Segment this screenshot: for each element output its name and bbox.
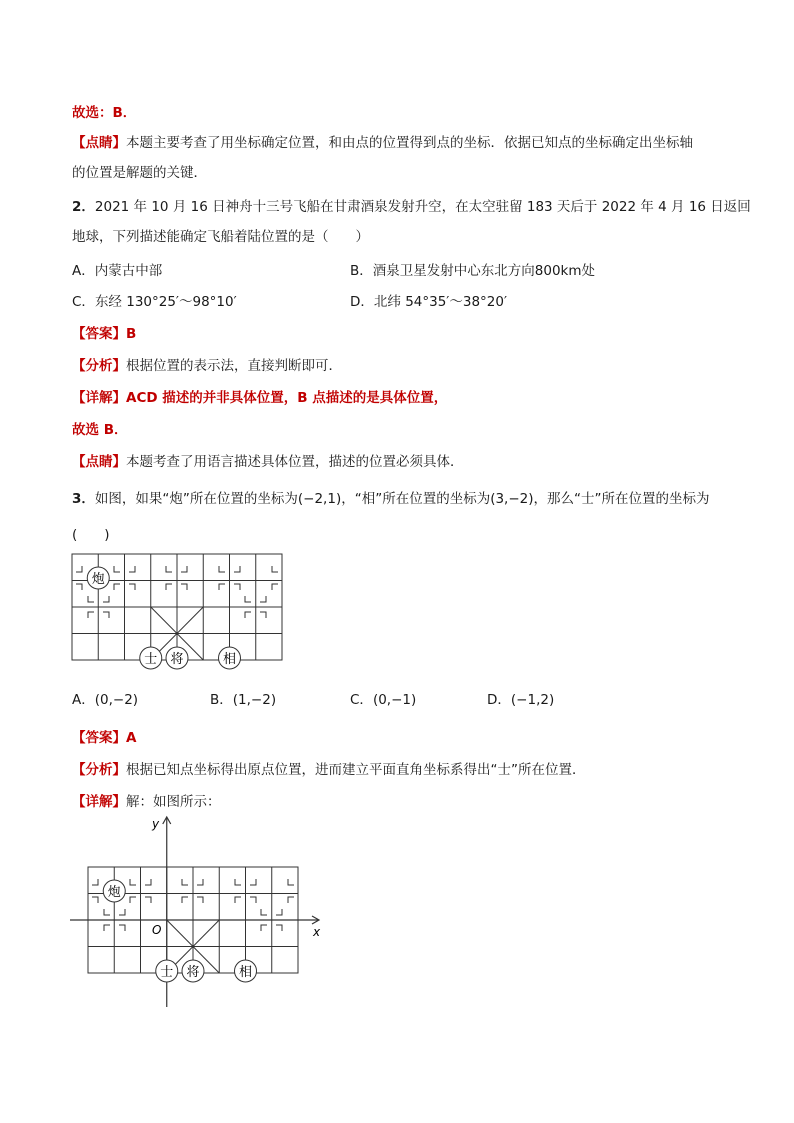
- question-number: 3．: [72, 491, 95, 507]
- piece-shi: [140, 647, 162, 669]
- q2-option-c: C．东经 130°25′～98°10′: [72, 294, 237, 310]
- origin-label: O: [152, 923, 162, 937]
- q1-comment-line2: 的位置是解题的关键．: [72, 165, 207, 181]
- q2-stem-line1: [72, 197, 751, 217]
- q3-answer: 【答案】A: [72, 730, 137, 746]
- question-number: 2．: [72, 199, 95, 215]
- q2-option-d: D．北纬 54°35′～38°20′: [350, 294, 508, 310]
- piece-jiang: [182, 960, 204, 982]
- choice-label: 故选：: [72, 105, 113, 121]
- q3-detail: 【详解】解：如图所示：: [72, 794, 221, 810]
- comment-text: 本题主要考查了用坐标确定位置，和由点的位置得到点的坐标．依据已知点的坐标确定出坐标轴: [126, 135, 693, 151]
- q3-stem-line1: [72, 489, 722, 509]
- piece-pao: [87, 567, 109, 589]
- chess-board-with-axes-figure: [60, 812, 340, 1012]
- q2-analysis: 【分析】根据位置的表示法，直接判断即可．: [72, 358, 342, 374]
- q2-comment: 【点睛】本题考查了用语言描述具体位置，描述的位置必须具体．: [72, 454, 464, 470]
- svg-text:炮: 炮: [91, 572, 105, 587]
- q2-choice: 故选 B．: [72, 422, 128, 438]
- svg-text:相: 相: [222, 652, 237, 667]
- comment-tag: 【点睛】: [72, 135, 126, 151]
- choice-value: B．: [112, 105, 137, 121]
- q2-detail: 【详解】ACD 描述的并非具体位置，B 点描述的是具体位置，: [72, 390, 448, 406]
- svg-text:士: 士: [160, 965, 174, 980]
- piece-xiang: [235, 960, 257, 982]
- q3-analysis: 【分析】根据已知点坐标得出原点位置，进而建立平面直角坐标系得出“士”所在位置．: [72, 762, 586, 778]
- piece-shi: [156, 960, 178, 982]
- q3-option-b: B．(1,−2): [210, 692, 277, 708]
- q1-choice: [72, 103, 722, 123]
- q2-stem-line2: 地球，下列描述能确定飞船着陆位置的是（ ）: [72, 229, 369, 245]
- chess-board-figure: [60, 546, 300, 676]
- piece-xiang: [219, 647, 241, 669]
- question-text: 2021 年 10 月 16 日神舟十三号飞船在甘肃酒泉发射升空，在太空驻留 183 天后于 2022 年 4 月 16 日返回: [94, 199, 751, 215]
- svg-text:士: 士: [144, 652, 158, 667]
- svg-text:炮: 炮: [107, 885, 121, 900]
- svg-text:相: 相: [238, 965, 253, 980]
- x-axis-label: x: [313, 925, 321, 939]
- q2-option-b: B．酒泉卫星发射中心东北方向800km处: [350, 263, 596, 279]
- q2-answer: 【答案】B: [72, 326, 137, 342]
- q3-option-d: D．(−1,2): [487, 692, 555, 708]
- svg-text:将: 将: [186, 965, 200, 980]
- svg-text:将: 将: [170, 652, 184, 667]
- piece-jiang: [166, 647, 188, 669]
- piece-pao: [103, 880, 125, 902]
- q3-stem-line2: ( ): [72, 527, 110, 543]
- q2-option-a: A．内蒙古中部: [72, 263, 163, 279]
- q3-option-c: C．(0,−1): [350, 692, 417, 708]
- y-axis-label: y: [152, 817, 160, 831]
- q1-comment-line1: [72, 133, 722, 153]
- question-text: 如图，如果“炮”所在位置的坐标为(−2,1)，“相”所在位置的坐标为(3,−2)，那么“士”所在位置的坐标为: [94, 491, 710, 507]
- q3-option-a: A．(0,−2): [72, 692, 139, 708]
